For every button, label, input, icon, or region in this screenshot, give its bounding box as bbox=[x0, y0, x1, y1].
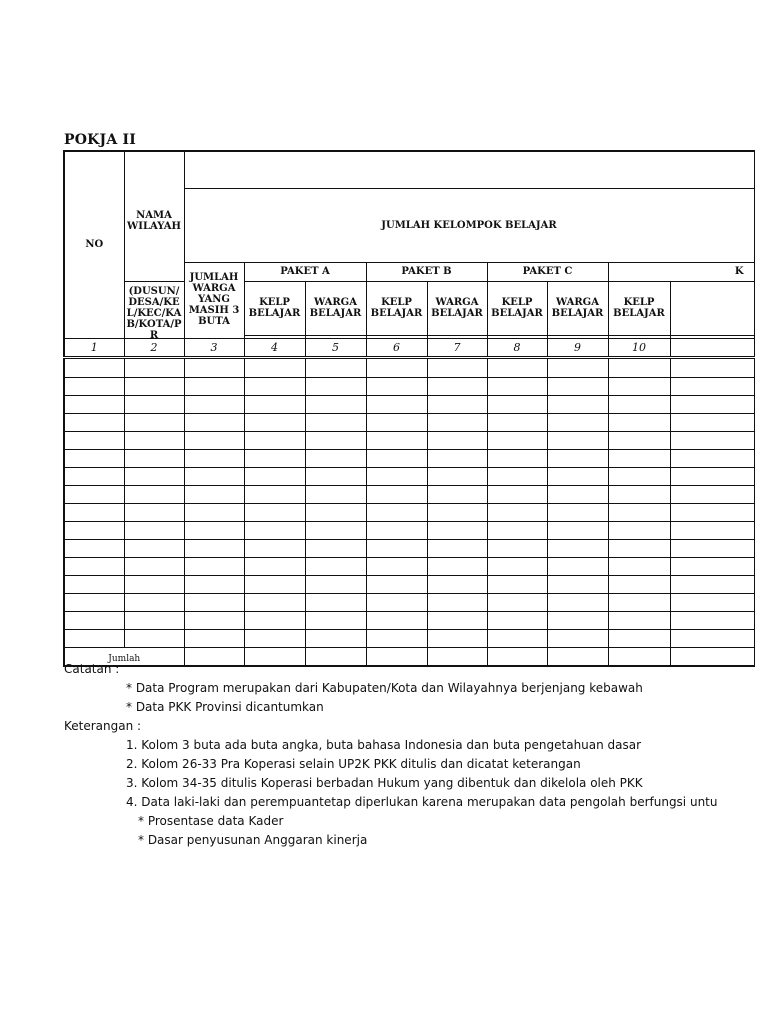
table-cell[interactable] bbox=[427, 413, 487, 431]
table-row bbox=[64, 431, 754, 449]
column-number-cell: 4 bbox=[244, 338, 305, 357]
table-cell[interactable] bbox=[547, 395, 608, 413]
table-cell[interactable] bbox=[670, 521, 754, 539]
header-paket-cut bbox=[608, 262, 754, 281]
table-cell[interactable] bbox=[124, 413, 184, 431]
table-cell[interactable] bbox=[670, 539, 754, 557]
table-cell[interactable] bbox=[608, 629, 670, 647]
table-cell[interactable] bbox=[608, 467, 670, 485]
table-cell[interactable] bbox=[64, 521, 124, 539]
table-cell[interactable] bbox=[670, 593, 754, 611]
table-cell[interactable] bbox=[244, 413, 305, 431]
table-cell[interactable] bbox=[427, 593, 487, 611]
table-cell[interactable] bbox=[487, 575, 547, 593]
table-cell[interactable] bbox=[608, 575, 670, 593]
table-cell[interactable] bbox=[184, 377, 244, 395]
table-cell[interactable] bbox=[64, 539, 124, 557]
table-cell[interactable] bbox=[305, 593, 366, 611]
table-cell[interactable] bbox=[184, 521, 244, 539]
table-row bbox=[64, 485, 754, 503]
table-cell[interactable] bbox=[487, 413, 547, 431]
header-dusun-label: (DUSUN/DESA/KEL/KEC/KAB/KOTA/PR bbox=[126, 285, 182, 341]
header-no bbox=[64, 151, 124, 338]
table-row bbox=[64, 377, 754, 395]
table-cell[interactable] bbox=[427, 449, 487, 467]
header-warga-belajar-label: WARGA BELAJAR bbox=[431, 297, 483, 320]
table-cell[interactable] bbox=[427, 575, 487, 593]
catatan-label: Catatan : bbox=[64, 662, 120, 676]
table-cell[interactable] bbox=[184, 629, 244, 647]
table-cell[interactable] bbox=[670, 449, 754, 467]
table-cell[interactable] bbox=[184, 557, 244, 575]
table-cell[interactable] bbox=[487, 449, 547, 467]
column-number-cell bbox=[670, 338, 754, 357]
table-cell[interactable] bbox=[184, 395, 244, 413]
header-kelp-belajar-c bbox=[487, 281, 547, 335]
table-cell[interactable] bbox=[184, 467, 244, 485]
table-cell[interactable] bbox=[184, 431, 244, 449]
header-paket-a-label: PAKET A bbox=[280, 266, 330, 277]
table-cell[interactable] bbox=[184, 413, 244, 431]
table-cell[interactable] bbox=[608, 539, 670, 557]
table-cell[interactable] bbox=[244, 449, 305, 467]
header-kelp-belajar-d bbox=[608, 281, 670, 335]
column-number-cell: 10 bbox=[608, 338, 670, 357]
table-cell[interactable] bbox=[427, 485, 487, 503]
keterangan-item-2: 2. Kolom 26-33 Pra Koperasi selain UP2K PKK ditulis dan dicatat keterangan bbox=[126, 757, 581, 771]
table-cell[interactable] bbox=[427, 357, 487, 377]
table-cell[interactable] bbox=[366, 377, 427, 395]
table-cell[interactable] bbox=[608, 377, 670, 395]
table-cell[interactable] bbox=[427, 503, 487, 521]
table-cell[interactable] bbox=[124, 539, 184, 557]
column-number-cell: 1 bbox=[64, 338, 124, 357]
table-cell[interactable] bbox=[487, 539, 547, 557]
table-cell[interactable] bbox=[670, 629, 754, 647]
table-cell[interactable] bbox=[547, 449, 608, 467]
table-cell[interactable] bbox=[547, 557, 608, 575]
header-warga-belajar-a bbox=[305, 281, 366, 335]
table-cell[interactable] bbox=[124, 521, 184, 539]
table-cell[interactable] bbox=[427, 557, 487, 575]
keterangan-item-4: 4. Data laki-laki dan perempuantetap diperlukan karena merupakan data pengolah berfungsi untu bbox=[126, 795, 718, 809]
table-cell[interactable] bbox=[64, 357, 124, 377]
table-cell[interactable] bbox=[487, 357, 547, 377]
page-title: POKJA II bbox=[64, 132, 136, 148]
table-cell[interactable] bbox=[64, 575, 124, 593]
table-cell[interactable] bbox=[547, 575, 608, 593]
table-cell[interactable] bbox=[366, 557, 427, 575]
table-cell[interactable] bbox=[124, 467, 184, 485]
table-cell[interactable] bbox=[305, 575, 366, 593]
table-cell[interactable] bbox=[547, 593, 608, 611]
table-cell[interactable] bbox=[305, 629, 366, 647]
column-number-cell: 9 bbox=[547, 338, 608, 357]
table-cell[interactable] bbox=[366, 413, 427, 431]
table-cell[interactable] bbox=[184, 357, 244, 377]
table-row bbox=[64, 629, 754, 647]
table-cell[interactable] bbox=[366, 629, 427, 647]
table-cell[interactable] bbox=[64, 413, 124, 431]
header-kelp-belajar-label: KELP BELAJAR bbox=[248, 297, 301, 320]
table-cell[interactable] bbox=[184, 485, 244, 503]
table-cell[interactable] bbox=[244, 539, 305, 557]
table-cell[interactable] bbox=[487, 557, 547, 575]
table-cell[interactable] bbox=[547, 357, 608, 377]
table-cell[interactable] bbox=[608, 413, 670, 431]
table-cell[interactable] bbox=[244, 377, 305, 395]
column-number-cell: 3 bbox=[184, 338, 244, 357]
table-cell[interactable] bbox=[64, 503, 124, 521]
table-cell[interactable] bbox=[184, 575, 244, 593]
column-number-cell: 8 bbox=[487, 338, 547, 357]
table-cell[interactable] bbox=[487, 593, 547, 611]
table-cell[interactable] bbox=[427, 611, 487, 629]
table-cell[interactable] bbox=[64, 593, 124, 611]
table-cell[interactable] bbox=[64, 377, 124, 395]
sub-item-1: * Prosentase data Kader bbox=[138, 814, 284, 828]
table-row bbox=[64, 611, 754, 629]
table-cell[interactable] bbox=[124, 611, 184, 629]
header-paket-b-label: PAKET B bbox=[401, 266, 452, 277]
table-cell[interactable] bbox=[305, 611, 366, 629]
table-cell[interactable] bbox=[244, 611, 305, 629]
header-warga-belajar-label: WARGA BELAJAR bbox=[309, 297, 362, 320]
header-paket-cut-label: K bbox=[734, 266, 744, 277]
table-cell[interactable] bbox=[366, 467, 427, 485]
header-kelp-belajar-b bbox=[366, 281, 427, 335]
table-cell[interactable] bbox=[547, 539, 608, 557]
table-row bbox=[64, 395, 754, 413]
header-kelp-belajar-a bbox=[244, 281, 305, 335]
notes-section bbox=[64, 660, 718, 850]
table-cell[interactable] bbox=[547, 467, 608, 485]
table-cell[interactable] bbox=[305, 377, 366, 395]
table-cell[interactable] bbox=[487, 485, 547, 503]
table-cell[interactable] bbox=[64, 629, 124, 647]
table-cell[interactable] bbox=[487, 629, 547, 647]
table-cell[interactable] bbox=[547, 413, 608, 431]
table-cell[interactable] bbox=[427, 521, 487, 539]
table-body bbox=[64, 151, 754, 666]
table-cell[interactable] bbox=[124, 629, 184, 647]
table-cell[interactable] bbox=[64, 557, 124, 575]
header-dusun bbox=[124, 281, 184, 341]
table-cell[interactable] bbox=[608, 593, 670, 611]
table-cell[interactable] bbox=[305, 485, 366, 503]
header-jumlah-warga-label: JUMLAH WARGA YANG MASIH 3 BUTA bbox=[188, 272, 240, 327]
table-cell[interactable] bbox=[305, 539, 366, 557]
header-kelp-belajar-label: KELP BELAJAR bbox=[491, 297, 543, 320]
catatan-item-2: * Data PKK Provinsi dicantumkan bbox=[126, 700, 324, 714]
table-cell[interactable] bbox=[670, 557, 754, 575]
table-cell[interactable] bbox=[305, 357, 366, 377]
column-number-cell: 7 bbox=[427, 338, 487, 357]
table-cell[interactable] bbox=[608, 449, 670, 467]
table-cell[interactable] bbox=[670, 395, 754, 413]
table-cell[interactable] bbox=[670, 377, 754, 395]
table-cell[interactable] bbox=[305, 395, 366, 413]
table-cell[interactable] bbox=[608, 503, 670, 521]
table-cell[interactable] bbox=[124, 485, 184, 503]
table-cell[interactable] bbox=[244, 431, 305, 449]
header-nama-wilayah bbox=[124, 151, 184, 281]
table-cell[interactable] bbox=[366, 449, 427, 467]
table-cell[interactable] bbox=[366, 575, 427, 593]
table-cell[interactable] bbox=[670, 611, 754, 629]
table-cell[interactable] bbox=[487, 431, 547, 449]
table-row bbox=[64, 503, 754, 521]
table-cell[interactable] bbox=[366, 357, 427, 377]
table-row bbox=[64, 539, 754, 557]
table-cell[interactable] bbox=[366, 593, 427, 611]
table-cell[interactable] bbox=[487, 521, 547, 539]
table-cell[interactable] bbox=[305, 467, 366, 485]
header-paket-c bbox=[487, 262, 608, 281]
table-cell[interactable] bbox=[244, 485, 305, 503]
table-cell[interactable] bbox=[244, 521, 305, 539]
table-cell[interactable] bbox=[608, 611, 670, 629]
table-cell[interactable] bbox=[366, 521, 427, 539]
table-cell[interactable] bbox=[124, 503, 184, 521]
table-cell[interactable] bbox=[427, 539, 487, 557]
table-cell[interactable] bbox=[124, 431, 184, 449]
table-cell[interactable] bbox=[244, 593, 305, 611]
table-cell[interactable] bbox=[305, 557, 366, 575]
table-cell[interactable] bbox=[184, 449, 244, 467]
table-cell[interactable] bbox=[547, 377, 608, 395]
table-cell[interactable] bbox=[670, 485, 754, 503]
table-cell[interactable] bbox=[608, 557, 670, 575]
table-row bbox=[64, 413, 754, 431]
table-cell[interactable] bbox=[608, 395, 670, 413]
table-cell[interactable] bbox=[305, 521, 366, 539]
header-jumlah-kelompok-belajar bbox=[184, 188, 754, 262]
table-cell[interactable] bbox=[244, 467, 305, 485]
table-cell[interactable] bbox=[487, 395, 547, 413]
table-cell[interactable] bbox=[427, 467, 487, 485]
table-cell[interactable] bbox=[547, 611, 608, 629]
table-cell[interactable] bbox=[124, 395, 184, 413]
table-cell[interactable] bbox=[124, 593, 184, 611]
table-cell[interactable] bbox=[184, 611, 244, 629]
table-cell[interactable] bbox=[64, 449, 124, 467]
jumlah-label: Jumlah bbox=[64, 647, 184, 666]
table-cell[interactable] bbox=[184, 539, 244, 557]
table-cell[interactable] bbox=[547, 431, 608, 449]
table-cell[interactable] bbox=[64, 467, 124, 485]
table-row bbox=[64, 449, 754, 467]
header-warga-belajar-label: WARGA BELAJAR bbox=[551, 297, 604, 320]
table-cell[interactable] bbox=[124, 557, 184, 575]
table-cell[interactable] bbox=[124, 357, 184, 377]
header-top-blank bbox=[184, 151, 754, 188]
header-warga-belajar-c bbox=[547, 281, 608, 335]
data-table bbox=[63, 150, 755, 667]
table-cell[interactable] bbox=[427, 629, 487, 647]
table-cell[interactable] bbox=[487, 611, 547, 629]
table-cell[interactable] bbox=[184, 593, 244, 611]
table-cell[interactable] bbox=[670, 503, 754, 521]
table-cell[interactable] bbox=[244, 557, 305, 575]
table-cell[interactable] bbox=[670, 467, 754, 485]
data-table-container bbox=[63, 150, 744, 664]
table-cell[interactable] bbox=[244, 503, 305, 521]
header-kelp-belajar-label: KELP BELAJAR bbox=[370, 297, 423, 320]
column-number-row bbox=[64, 338, 754, 357]
table-row bbox=[64, 593, 754, 611]
header-nama-wilayah-label: NAMA WILAYAH bbox=[127, 210, 181, 233]
column-number-cell: 6 bbox=[366, 338, 427, 357]
table-row bbox=[64, 521, 754, 539]
table-cell[interactable] bbox=[547, 629, 608, 647]
column-number-cell: 2 bbox=[124, 338, 184, 357]
table-row bbox=[64, 357, 754, 377]
column-number-cell: 5 bbox=[305, 338, 366, 357]
table-cell[interactable] bbox=[366, 611, 427, 629]
table-cell[interactable] bbox=[305, 503, 366, 521]
table-cell[interactable] bbox=[547, 521, 608, 539]
table-cell[interactable] bbox=[670, 357, 754, 377]
table-cell[interactable] bbox=[64, 395, 124, 413]
header-jumlah-warga bbox=[184, 262, 244, 338]
table-cell[interactable] bbox=[366, 539, 427, 557]
table-cell[interactable] bbox=[608, 431, 670, 449]
table-cell[interactable] bbox=[124, 449, 184, 467]
catatan-item-1: * Data Program merupakan dari Kabupaten/Kota dan Wilayahnya berjenjang kebawah bbox=[126, 681, 643, 695]
table-cell[interactable] bbox=[487, 377, 547, 395]
header-no-label: NO bbox=[85, 239, 104, 251]
table-row bbox=[64, 575, 754, 593]
header-kelp-belajar-label: KELP BELAJAR bbox=[613, 297, 665, 320]
header-warga-belajar-b bbox=[427, 281, 487, 335]
keterangan-label: Keterangan : bbox=[64, 719, 142, 733]
table-cell[interactable] bbox=[64, 611, 124, 629]
header-jumlah-kelompok-belajar-label: JUMLAH KELOMPOK BELAJAR bbox=[381, 219, 557, 231]
table-cell[interactable] bbox=[366, 395, 427, 413]
table-cell[interactable] bbox=[487, 467, 547, 485]
table-cell[interactable] bbox=[244, 357, 305, 377]
table-cell[interactable] bbox=[670, 431, 754, 449]
header-paket-c-label: PAKET C bbox=[522, 266, 573, 277]
header-paket-b bbox=[366, 262, 487, 281]
table-cell[interactable] bbox=[305, 413, 366, 431]
table-cell[interactable] bbox=[670, 413, 754, 431]
table-cell[interactable] bbox=[124, 575, 184, 593]
table-cell[interactable] bbox=[305, 449, 366, 467]
table-cell[interactable] bbox=[427, 431, 487, 449]
sub-item-2: * Dasar penyusunan Anggaran kinerja bbox=[138, 833, 368, 847]
table-cell[interactable] bbox=[244, 395, 305, 413]
table-row bbox=[64, 557, 754, 575]
table-cell[interactable] bbox=[64, 431, 124, 449]
table-cell[interactable] bbox=[608, 485, 670, 503]
table-cell[interactable] bbox=[427, 377, 487, 395]
table-cell[interactable] bbox=[366, 503, 427, 521]
table-cell[interactable] bbox=[244, 575, 305, 593]
jumlah-cell[interactable] bbox=[670, 647, 754, 666]
table-cell[interactable] bbox=[366, 485, 427, 503]
table-cell[interactable] bbox=[64, 485, 124, 503]
table-cell[interactable] bbox=[366, 431, 427, 449]
table-cell[interactable] bbox=[124, 377, 184, 395]
table-cell[interactable] bbox=[184, 503, 244, 521]
table-cell[interactable] bbox=[487, 503, 547, 521]
header-paket-a bbox=[244, 262, 366, 281]
table-row bbox=[64, 467, 754, 485]
table-cell[interactable] bbox=[547, 503, 608, 521]
table-cell[interactable] bbox=[547, 485, 608, 503]
table-cell[interactable] bbox=[608, 357, 670, 377]
keterangan-item-1: 1. Kolom 3 buta ada buta angka, buta bahasa Indonesia dan buta pengetahuan dasar bbox=[126, 738, 642, 752]
table-cell[interactable] bbox=[608, 521, 670, 539]
table-cell[interactable] bbox=[670, 575, 754, 593]
table-cell[interactable] bbox=[305, 431, 366, 449]
keterangan-item-3: 3. Kolom 34-35 ditulis Koperasi berbadan Hukum yang dibentuk dan dikelola oleh PKK bbox=[126, 776, 643, 790]
table-cell[interactable] bbox=[244, 629, 305, 647]
table-cell[interactable] bbox=[427, 395, 487, 413]
header-extra-blank bbox=[670, 281, 754, 335]
